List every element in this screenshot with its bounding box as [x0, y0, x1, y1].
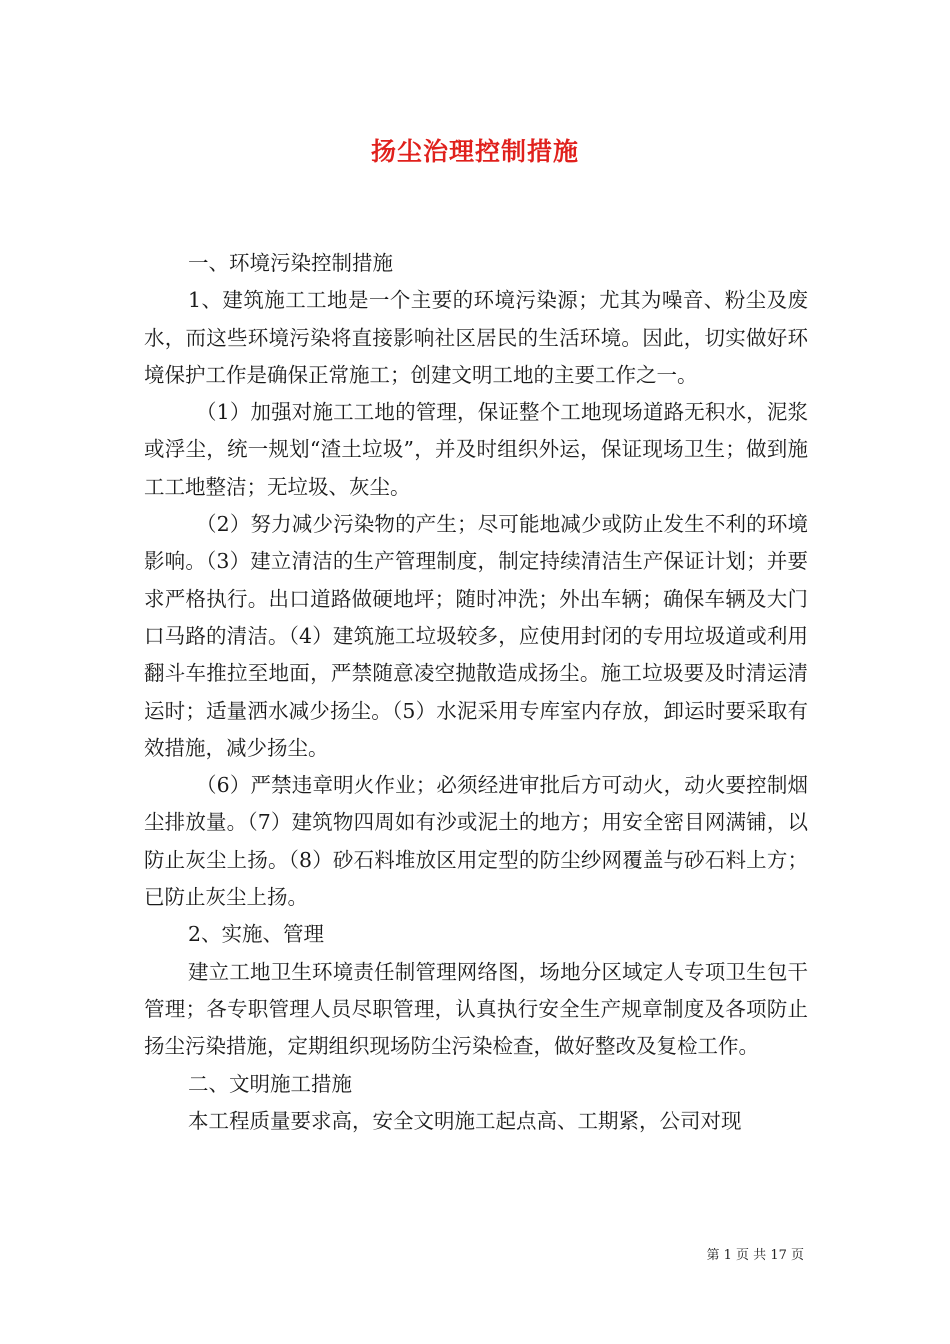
page-number-footer: 第 1 页 共 17 页: [706, 1248, 804, 1263]
paragraph-3: （2）努力减少污染物的产生；尽可能地减少或防止发生不利的环境影响。（3）建立清洁的生产管理制度，制定持续清洁生产保证计划；并要求严格执行。出口道路做硬地坪；随时冲洗；外出车辆；确保车辆及大门口马路的清洁。（4）建筑施工垃圾较多，应使用封闭的专用垃圾道或利用翻斗车推拉至地面，严禁随意凌空抛散造成扬尘。施工垃圾要及时清运清运时；适量洒水减少扬尘。（5）水泥采用专库室内存放，卸运时要采取有效措施，减少扬尘。: [144, 512, 808, 760]
paragraph-1: 1、建筑施工工地是一个主要的环境污染源；尤其为噪音、粉尘及废水，而这些环境污染将直接影响社区居民的生活环境。因此，切实做好环境保护工作是确保正常施工；创建文明工地的主要工作之一。: [144, 288, 808, 387]
section-heading-implementation: 2、实施、管理: [188, 922, 325, 947]
paragraph-2: （1）加强对施工工地的管理，保证整个工地现场道路无积水，泥浆或浮尘，统一规划“渣土垃圾”，并及时组织外运，保证现场卫生；做到施工工地整洁；无垃圾、灰尘。: [144, 400, 808, 499]
paragraph-6: 本工程质量要求高，安全文明施工起点高、工期紧，公司对现: [188, 1108, 742, 1133]
paragraph-5: 建立工地卫生环境责任制管理网络图，场地分区域定人专项卫生包干管理；各专职管理人员尽职管理，认真执行安全生产规章制度及各项防止扬尘污染措施，定期组织现场防尘污染检查，做好整改及复检工作。: [144, 959, 808, 1059]
paragraph-4: （6）严禁违章明火作业；必须经进审批后方可动火，动火要控制烟尘排放量。（7）建筑物四周如有沙或泥土的地方；用安全密目网满铺，以防止灰尘上扬。（8）砂石料堆放区用定型的防尘纱网覆盖与砂石料上方；已防止灰尘上扬。: [144, 773, 808, 910]
page-title: 扬尘治理控制措施: [370, 137, 579, 166]
section-heading-civilized-construction: 二、文明施工措施: [188, 1071, 352, 1096]
document-body: [144, 245, 808, 1140]
section-heading-environment: 一、环境污染控制措施: [188, 251, 393, 275]
